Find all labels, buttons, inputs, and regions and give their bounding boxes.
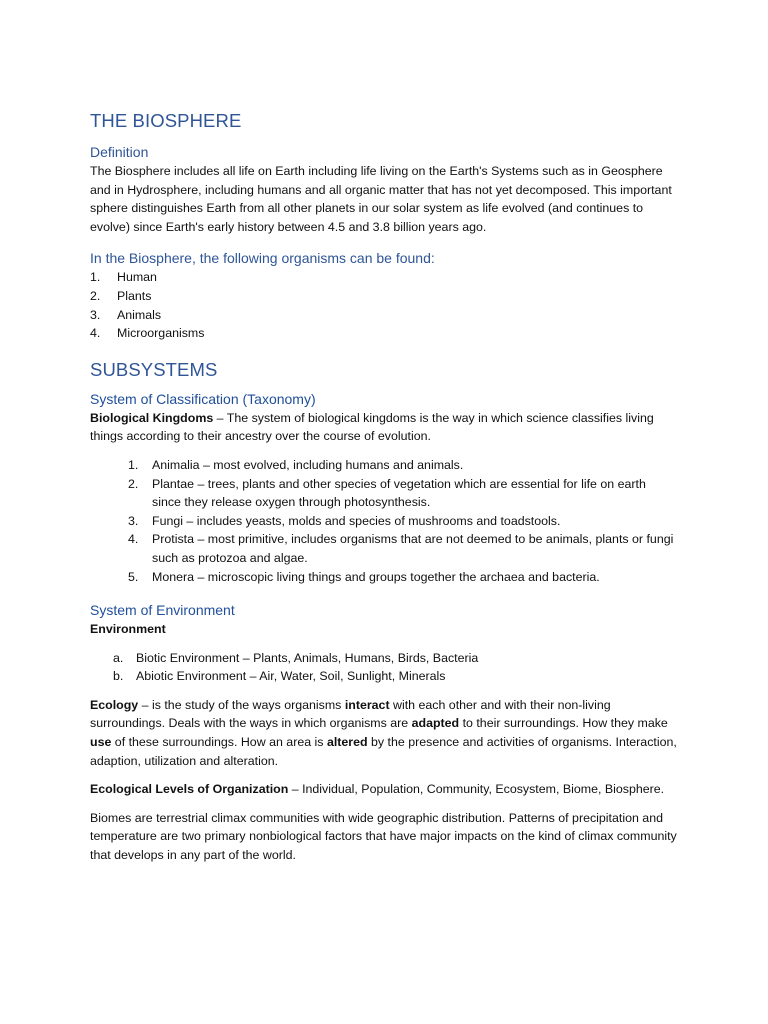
definition-heading: Definition	[90, 144, 149, 160]
page-title: THE BIOSPHERE	[90, 110, 242, 131]
list-item: 4. Microorganisms	[90, 326, 205, 341]
list-item: 1. Animalia – most evolved, including humans and animals.	[128, 457, 464, 472]
list-item: b. Abiotic Environment – Air, Water, Soil, Sunlight, Minerals	[113, 669, 446, 684]
list-item: 4. Protista – most primitive, includes organisms that are not deemed to be animals, plants or fungi such as protozoa and algae.	[128, 532, 674, 565]
organisms-list	[90, 268, 678, 342]
list-item: 5. Monera – microscopic living things and groups together the archaea and bacteria.	[128, 569, 600, 584]
kingdoms-list	[90, 456, 678, 586]
list-item: a. Biotic Environment – Plants, Animals, Humans, Birds, Bacteria	[113, 650, 479, 665]
list-item: 2. Plants	[90, 288, 152, 303]
list-item: 3. Fungi – includes yeasts, molds and species of mushrooms and toadstools.	[128, 513, 561, 528]
classification-heading: System of Classification (Taxonomy)	[90, 390, 316, 407]
levels-paragraph: Ecological Levels of Organization – Individual, Population, Community, Ecosystem, Biome, Biosphere.	[90, 782, 665, 797]
environment-subheading: Environment	[90, 622, 166, 637]
definition-text: The Biosphere includes all life on Earth including life living on the Earth's Systems such as in Geosphere and in Hydrosphere, including humans and all organic matter that has not yet decomposed. This important sphere distinguishes Earth from all other planets in our solar system as life evolved (and continues to evolve) since Earth's early history between 4.5 and 3.8 billion years ago.	[90, 164, 672, 234]
list-item: 1. Human	[90, 270, 157, 285]
ecology-paragraph: Ecology – is the study of the ways organisms interact with each other and with their non-living surroundings. Deals with the ways in which organisms are adapted to their surroundings. How they make use of these surroundings. How an area is altered by the presence and activities of organisms. Interaction, adaption, utilization and alteration.	[90, 697, 677, 768]
biomes-paragraph: Biomes are terrestrial climax communities with wide geographic distribution. Patterns of precipitation and temperature are two primary nonbiological factors that have major impacts on the kind of climax community that develops in any part of the world.	[90, 810, 677, 863]
subsystems-heading: SUBSYSTEMS	[90, 358, 218, 380]
environment-heading: System of Environment	[90, 602, 235, 619]
list-item: 2. Plantae – trees, plants and other species of vegetation which are essential for life on earth since they release oxygen through photosynthesis.	[128, 476, 646, 510]
list-item: 3. Animals	[90, 307, 162, 322]
organisms-heading: In the Biosphere, the following organisms can be found:	[90, 250, 435, 267]
classification-lead: Biological Kingdoms – The system of biological kingdoms is the way in which science classifies living things according to their ancestry over the course of evolution.	[90, 410, 654, 444]
environment-list	[90, 649, 678, 686]
document-content	[90, 108, 678, 865]
